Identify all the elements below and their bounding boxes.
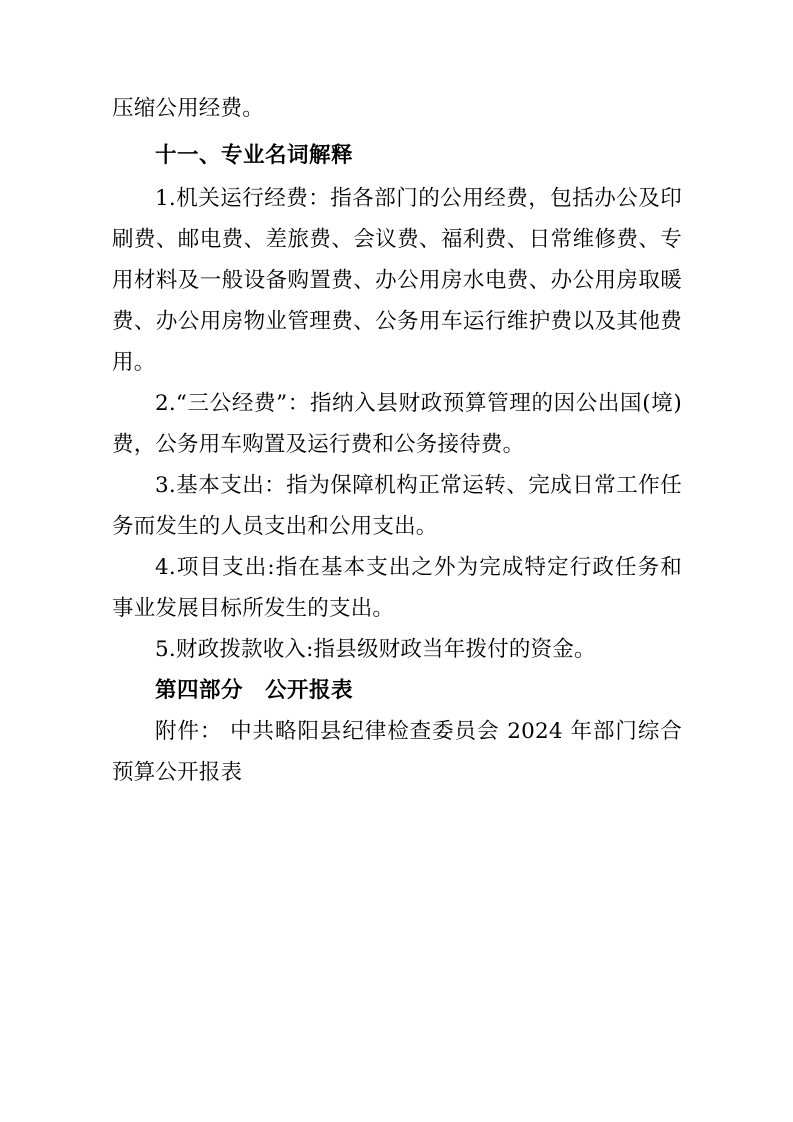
document-body	[112, 88, 682, 793]
paragraph-basic-expenditure: 3.基本支出：指为保障机构正常运转、完成日常工作任务而发生的人员支出和公用支出。	[112, 473, 682, 539]
paragraph-fiscal-appropriation-income: 5.财政拨款收入:指县级财政当年拨付的资金。	[155, 637, 596, 662]
paragraph-project-expenditure: 4.项目支出:指在基本支出之外为完成特定行政任务和事业发展目标所发生的支出。	[112, 555, 682, 621]
paragraph-agency-operating-funds: 1.机关运行经费：指各部门的公用经费，包括办公及印刷费、邮电费、差旅费、会议费、福利费、日常维修费、专用材料及一般设备购置费、办公用房水电费、办公用房取暖费、办公用房物业管理费、公务用车运行维护费以及其他费用。	[112, 186, 682, 375]
heading-professional-terms: 十一、专业名词解释	[155, 143, 354, 168]
paragraph-attachment-note: 附件： 中共略阳县纪律检查委员会 2024 年部门综合预算公开报表	[112, 719, 682, 785]
heading-part-four-public-reports: 第四部分 公开报表	[155, 678, 354, 703]
paragraph-continued-line: 压缩公用经费。	[112, 96, 264, 121]
paragraph-three-public-expenses: 2.“三公经费”：指纳入县财政预算管理的因公出国(境)费，公务用车购置及运行费和公务接待费。	[112, 391, 682, 457]
